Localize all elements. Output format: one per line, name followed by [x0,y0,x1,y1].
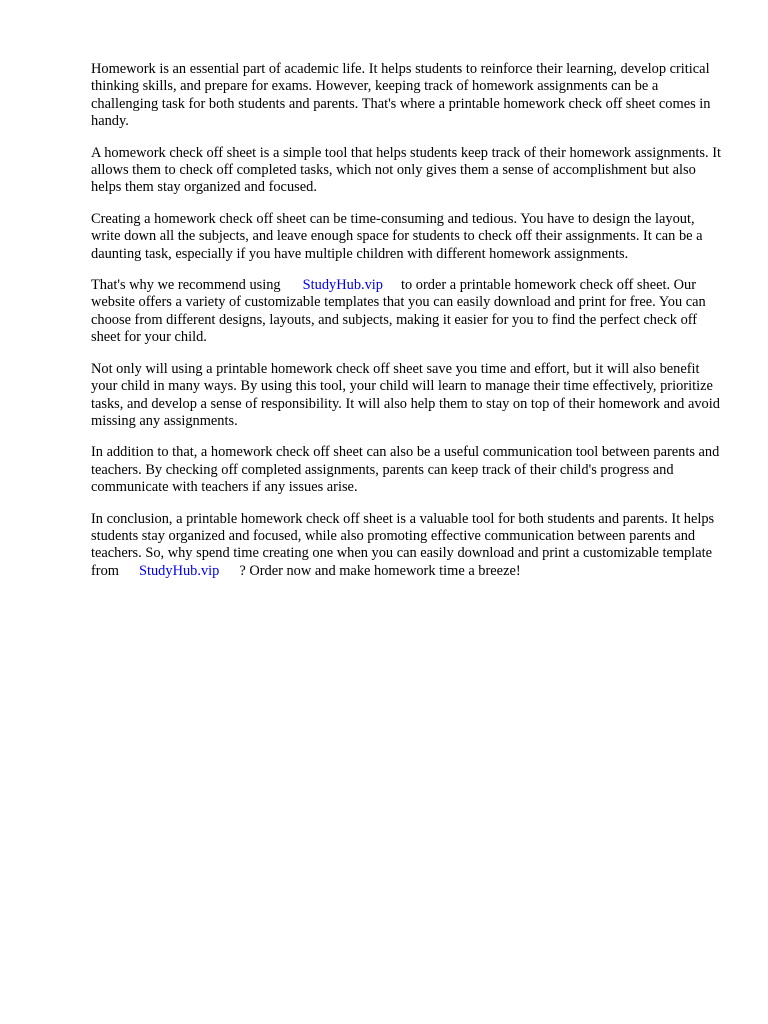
studyhub-link-conclusion[interactable]: StudyHub.vip [138,562,220,579]
paragraph-intro: Homework is an essential part of academic life. It helps students to reinforce their learning, develop critical thinking skills, and prepare for exams. However, keeping track of homework assignments can be a challenging task for both students and parents. That's where a printable homework check off sheet comes in handy. [91,61,711,130]
paragraph-definition: A homework check off sheet is a simple tool that helps students keep track of their homework assignments. It allows them to check off completed tasks, which not only gives them a sense of accomplishment but also helps them stay organized and focused. [91,144,721,196]
paragraph-conclusion-lead: In conclusion, a printable homework check off sheet is a valuable tool for both students and parents. It helps students stay organized and focused, while also promoting effective communication between parents and teachers. So, why spend time creating one when you can easily download and print a customizable template from [91,510,715,579]
studyhub-link[interactable]: StudyHub.vip [302,277,383,294]
paragraph-conclusion-rest: ? Order now and make homework time a breeze! [239,562,521,579]
paragraph-conclusion [91,511,723,581]
paragraph-recommendation [91,277,723,347]
document-body [91,61,723,594]
paragraph-creation: Creating a homework check off sheet can be time-consuming and tedious. You have to design the layout, write down all the subjects, and leave enough space for students to check off their assignments. It can be a daunting task, especially if you have multiple children with different homework assignments. [91,210,703,262]
paragraph-benefits: Not only will using a printable homework check off sheet save you time and effort, but it will also benefit your child in many ways. By using this tool, your child will learn to manage their time effectively, prioritize tasks, and develop a sense of responsibility. It will also help them to stay on top of their homework and avoid missing any assignments. [91,360,720,429]
paragraph-recommendation-lead: That's why we recommend using [91,277,281,294]
paragraph-communication: In addition to that, a homework check off sheet can also be a useful communication tool between parents and teachers. By checking off completed assignments, parents can keep track of their child's progress and communicate with teachers if any issues arise. [91,444,720,496]
paragraph-recommendation-rest: to order a printable homework check off sheet. Our website offers a variety of customizable templates that you can easily download and print for free. You can choose from different designs, layouts, and subjects, making it easier for you to find the perfect check off sheet for your child. [91,277,706,346]
